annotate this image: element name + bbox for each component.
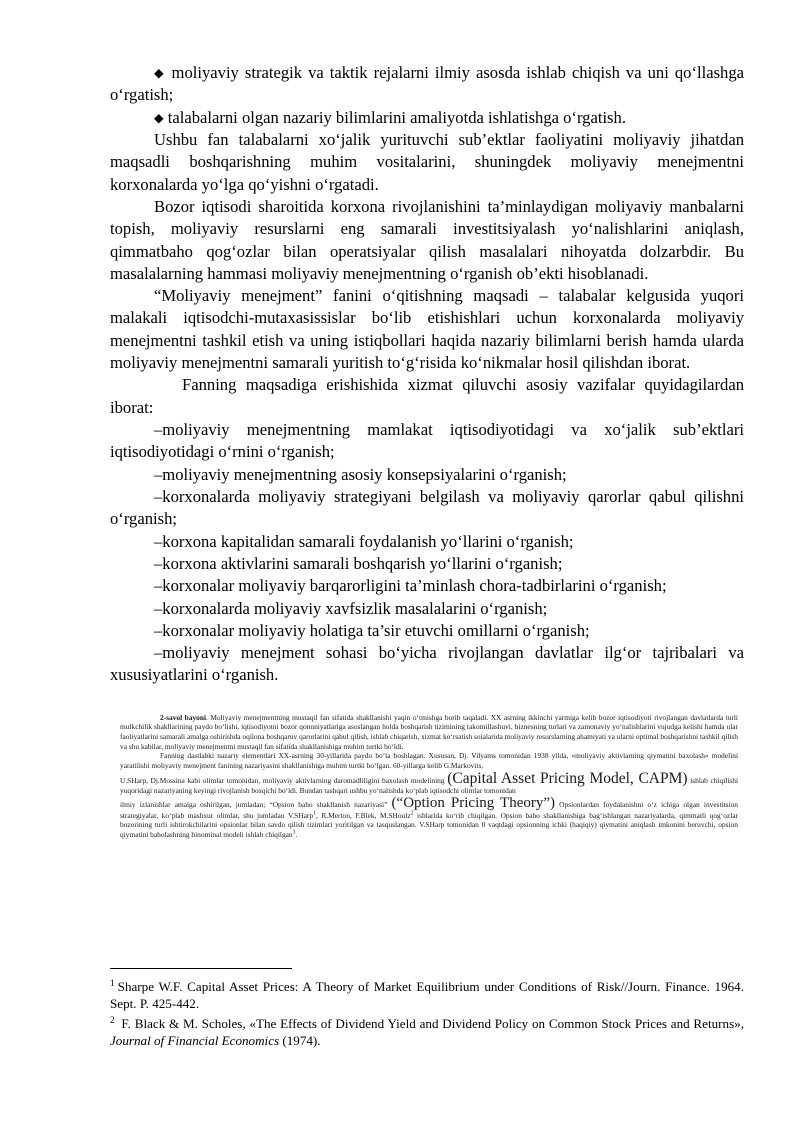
diamond-bullet-icon: ◆ — [154, 66, 166, 80]
task-item: –korxona kapitalidan samarali foydalanish yo‘llarini o‘rganish; — [154, 531, 574, 551]
task-item: –korxonalar moliyaviy barqarorligini ta’minlash chora-tadbirlarini o‘rganish; — [154, 576, 667, 596]
paragraph: Ushbu fan talabalarni xo‘jalik yurituvchi sub’ektlar faoliyatini moliyaviy jihatdan maqsadli boshqarishning muhim vositalarini, shuningdek moliyaviy menejmentni korxonalarda yo‘lga qo‘yishni o‘rgatadi. — [110, 129, 744, 194]
footnotes-area — [110, 968, 744, 1052]
bullet-text: talabalarni olgan nazariy bilimlarini amaliyotda ishlatishga o‘rgatish. — [163, 107, 626, 127]
paragraph: “Moliyaviy menejment” fanini o‘qitishning maqsadi – talabalar kelgusida yuqori malakali iqtisodchi-mutaxasissislar bo‘lib etishishlari uchun korxonalarda moliyaviy menejmentni tashkil etish va uning istiqbollari haqida nazariy bilimlarni berish hamda ularda moliyaviy menejmentni samarali yuritish to‘g‘risida ko‘nikmalar hosil qilishdan iborat. — [110, 286, 744, 373]
small-paragraph-4 — [120, 796, 738, 840]
option-post-text-3: ishlarida ko‘rib chiqilgan. Opsion baho shakllanishiga bag‘ishlangan nazariyalarda, qimmatli qog‘ozlar bozorining turli ishtirokchilarini opsionlar bilan savdo qilish tizimlari yoritilgan va tasquslangan. V.SHarp tomonidan 0 vaqtdagi opsionning ichki (haqiqiy) qiymatini aniqlash imkonini beruvchi, opsion qiymatini baholashning binominal modeli ishlab chiqilgan — [120, 810, 738, 839]
bullet-item — [110, 62, 744, 107]
paragraph: Bozor iqtisodi sharoitida korxona rivojlanishini ta’minlaydigan moliyaviy manbalarni topish, moliyaviy resurslarni eng samarali investitsiyalash yo‘nalishlarini aniqlash, qimmatbaho qog‘ozlar bilan operatsiyalar qilish masalalari nihoyatda dolzarbdir. Bu masalalarning hammasi moliyaviy menejmentning o‘rganish ob’ekti hisoblanadi. — [110, 196, 744, 283]
option-post-text: Opsionlardan foydalanishni o‘z ichiga olgan investitsion strategiyalar, ko‘plab mashxur olimlar, shu jumladan V.SHarp — [120, 799, 738, 820]
bullet-item — [110, 107, 744, 129]
small-paragraph-3 — [120, 771, 738, 796]
footnote-text: Sharpe W.F. Capital Asset Prices: A Theory of Market Equilibrium under Conditions of Risk//Journ. Finance. 1964. Sept. P. 425-442. — [110, 979, 744, 1012]
task-item: –korxonalar moliyaviy holatiga ta’sir etuvchi omillarni o‘rganish; — [154, 620, 590, 640]
task-item: –moliyaviy menejmentning mamlakat iqtisodiyotidagi va xo‘jalik sub’ektlari iqtisodiyotidagi o‘rnini o‘rganish; — [110, 420, 744, 462]
capm-post-text: ishlab chiqilishi yuqoridagi nazariyaning keyingi rivojlanish bosqichi bo‘ldi. Bundan tashqari ushbu yo‘nalishda ko‘plab iqtisodchi olimlar tomonidan — [120, 775, 738, 795]
task-item: –korxona aktivlarini samarali boshqarish yo‘llarini o‘rganish; — [154, 553, 563, 573]
footnote-1 — [110, 978, 744, 1012]
question-heading: 2-savol bayoni — [160, 712, 207, 722]
tasks-intro: Fanning maqsadiga erishishida xizmat qiluvchi asosiy vazifalar quyidagilardan iborat: — [110, 375, 744, 417]
footnote-2 — [110, 1015, 744, 1049]
bullet-text: moliyaviy strategik va taktik rejalarni ilmiy asosda ishlab chiqish va uni qo‘llashga o‘rgatish; — [110, 63, 744, 105]
small-paragraph-2: Fanning dastlabki nazariy elementlari XX-asrning 30-yillarida paydo bo‘la boshlagan. Xususan, Dj. Vilyams tomonidan 1938 yilda, «moliyaviy aktivlarning qiymatini baxolash» modelini yaratilishi moliyaviy menejment fanining nazariyasini shakllanishiga muhim turtki bo‘lgan. 60-yillarga kelib G.Markovits, — [120, 751, 738, 770]
footnote-text-pre: F. Black & M. Scholes, «The Effects of Dividend Yield and Dividend Policy on Common Stock Prices and Returns», — [117, 1016, 744, 1032]
footnote-ref-3[interactable]: 3 — [292, 829, 296, 836]
footnote-number: 2 — [110, 1015, 115, 1026]
small-print-section — [110, 713, 744, 840]
task-item: –moliyaviy menejmentning asosiy konsepsiyalarini o‘rganish; — [154, 464, 567, 484]
footnote-text-post: (1974). — [279, 1033, 321, 1049]
main-body — [110, 62, 744, 687]
capm-pre-text: U.SHarp, Dj.Mossina kabi olimlar tomonidan, moliyaviy aktivlarning daromadliligini baxolash modelining — [120, 775, 445, 785]
task-item: –moliyaviy menejment sohasi bo‘yicha rivojlangan davlatlar ilg‘or tajribalari va xususiyatlarini o‘rganish. — [110, 643, 744, 685]
footnote-journal-title: Journal of Financial Economics — [110, 1033, 280, 1049]
capm-term: (Capital Asset Pricing Model, CAPM) — [447, 769, 688, 787]
footnote-ref-1[interactable]: 1 — [313, 810, 316, 817]
small-paragraph-1 — [120, 713, 738, 752]
footnote-number: 1 — [110, 978, 115, 989]
footnote-separator — [110, 968, 292, 969]
option-pre-text: ilmiy izlanishlar amalga oshirilgan, jumladan; “Opsion baho shakllanish nazariyasi” — [120, 799, 388, 809]
task-item: –korxonalarda moliyaviy xavfsizlik masalalarini o‘rganish; — [154, 598, 548, 618]
option-pricing-term: (“Option Pricing Theory”) — [391, 794, 556, 811]
small-paragraph-1-text: . Moliyaviy menejmentning mustaqil fan sifatida shakllanishi yaqin o‘tmishga borib taqaladi. XX asrning ikkinchi yarmiga kelib bozor iqtisodiyoti rivojlangan davlatlarda turli mulkchilik shakllarining paydo bo‘lishi, iqtisodiyotni bozor qonuniyatlariga asoslangan holda boshqarish tizimining takomillashuvi, biznesning turlari va zamonaviy yo‘nalishlarini vujudga kelishi hamda ular faoliyatlarini samarali amalga oshirishda oqilona boshqaruv qarorlarini qabul qilish, ishlab chiqarish, xizmat ko‘rsatish soialarida moliyaviy resurslarning ahamiyati va ularni optimal boshqarishni tashkil qilish va shu kabilar, moliyaviy menejmentni mustaqil fan sifatida shakllanishiga muhim turtki bo‘ldi. — [120, 712, 738, 751]
footnote-ref-2[interactable]: 2 — [410, 810, 414, 817]
option-post-text-2: , R.Merton, F.Blek, M.SHoulz — [315, 810, 411, 820]
diamond-bullet-icon: ◆ — [154, 110, 164, 125]
option-post-text-end: . — [295, 829, 298, 839]
task-item: –korxonalarda moliyaviy strategiyani belgilash va moliyaviy qarorlar qabul qilishni o‘rganish; — [110, 486, 744, 529]
